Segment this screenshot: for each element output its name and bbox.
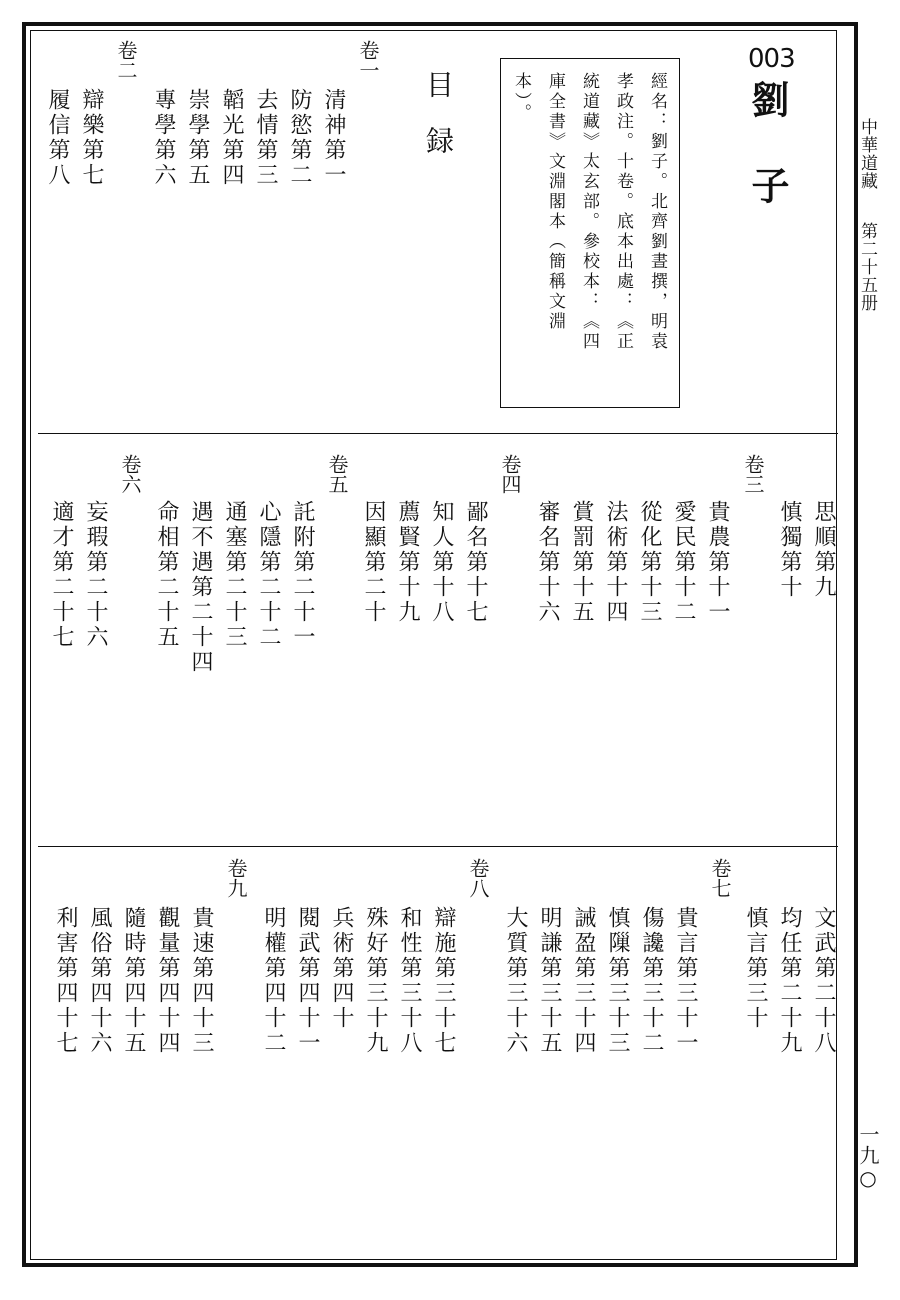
toc-entry: 韜光第四 [219, 88, 244, 188]
toc-entry: 貴言第三十一 [673, 906, 698, 1056]
toc-entry: 薦賢第十九 [395, 500, 420, 625]
note-line: 本）。 [511, 72, 531, 124]
toc-entry: 命相第二十五 [154, 500, 179, 650]
toc-entry: 履信第八 [45, 88, 70, 188]
toc-entry: 託附第二十一 [290, 500, 315, 650]
volume-label: 卷九 [224, 858, 248, 898]
toc-entry: 貴農第十一 [705, 500, 730, 625]
toc-entry: 知人第十八 [429, 500, 454, 625]
toc-entry: 辯樂第七 [79, 88, 104, 188]
toc-entry: 因顯第二十 [361, 500, 386, 625]
toc-entry: 文武第二十八 [811, 906, 836, 1056]
toc-entry: 妄瑕第二十六 [83, 500, 108, 650]
toc-entry: 明權第四十二 [261, 906, 286, 1056]
toc-entry: 慎獨第十 [777, 500, 802, 600]
volume-label: 卷三 [741, 454, 765, 494]
toc-entry: 去情第三 [253, 88, 278, 188]
section-divider-2 [38, 846, 838, 847]
toc-entry: 專學第六 [151, 88, 176, 188]
toc-entry: 閱武第四十一 [295, 906, 320, 1056]
toc-entry: 觀量第四十四 [155, 906, 180, 1056]
note-line: 庫全書》文淵閣本（簡稱文淵 [545, 72, 565, 332]
toc-entry: 審名第十六 [535, 500, 560, 625]
toc-heading-char-2: 録 [422, 126, 455, 154]
volume-label: 卷一 [356, 40, 380, 80]
toc-entry: 殊好第三十九 [363, 906, 388, 1056]
title-char-1: 劉 [745, 80, 790, 118]
toc-entry: 適才第二十七 [49, 500, 74, 650]
note-line: 統道藏》太玄部。參校本：《四 [579, 72, 599, 352]
toc-entry: 和性第三十八 [397, 906, 422, 1056]
toc-entry: 兵術第四十 [329, 906, 354, 1031]
section-divider-1 [38, 433, 838, 434]
toc-entry: 遇不遇第二十四 [188, 500, 213, 675]
volume-label: 卷四 [498, 454, 522, 494]
toc-entry: 愛民第十二 [671, 500, 696, 625]
toc-entry: 誡盈第三十四 [571, 906, 596, 1056]
toc-entry: 貴速第四十三 [189, 906, 214, 1056]
toc-entry: 防慾第二 [287, 88, 312, 188]
volume-label: 卷二 [114, 40, 138, 80]
volume-label: 卷七 [708, 858, 732, 898]
margin-page-number: 一九○ [856, 1124, 880, 1191]
toc-entry: 傷讒第三十二 [639, 906, 664, 1056]
toc-entry: 風俗第四十六 [87, 906, 112, 1056]
toc-entry: 辯施第三十七 [431, 906, 456, 1056]
toc-entry: 通塞第二十三 [222, 500, 247, 650]
page-frame-inner [30, 30, 837, 1260]
margin-volume: 第二十五册 [857, 222, 877, 312]
toc-entry: 賞罰第十五 [569, 500, 594, 625]
toc-entry: 法術第十四 [603, 500, 628, 625]
toc-entry: 利害第四十七 [53, 906, 78, 1056]
volume-label: 卷五 [325, 454, 349, 494]
toc-entry: 鄙名第十七 [463, 500, 488, 625]
toc-entry: 均任第二十九 [777, 906, 802, 1056]
note-line: 孝政注。十卷。底本出處：《正 [613, 72, 633, 352]
toc-heading-char-1: 目 [422, 70, 455, 98]
volume-label: 卷八 [466, 858, 490, 898]
margin-series-title: 中華道藏 [857, 118, 877, 190]
toc-entry: 清神第一 [321, 88, 346, 188]
title-char-2: 子 [745, 166, 790, 204]
toc-entry: 大質第三十六 [503, 906, 528, 1056]
toc-entry: 隨時第四十五 [121, 906, 146, 1056]
note-line: 經名：劉子。北齊劉晝撰，明袁 [647, 72, 667, 352]
toc-entry: 慎言第三十 [743, 906, 768, 1031]
toc-entry: 思順第九 [811, 500, 836, 600]
volume-label: 卷六 [118, 454, 142, 494]
toc-entry: 心隱第二十二 [256, 500, 281, 650]
toc-entry: 從化第十三 [637, 500, 662, 625]
toc-entry: 慎隟第三十三 [605, 906, 630, 1056]
toc-entry: 明謙第三十五 [537, 906, 562, 1056]
text-id-number: 003 [748, 44, 795, 74]
toc-entry: 崇學第五 [185, 88, 210, 188]
